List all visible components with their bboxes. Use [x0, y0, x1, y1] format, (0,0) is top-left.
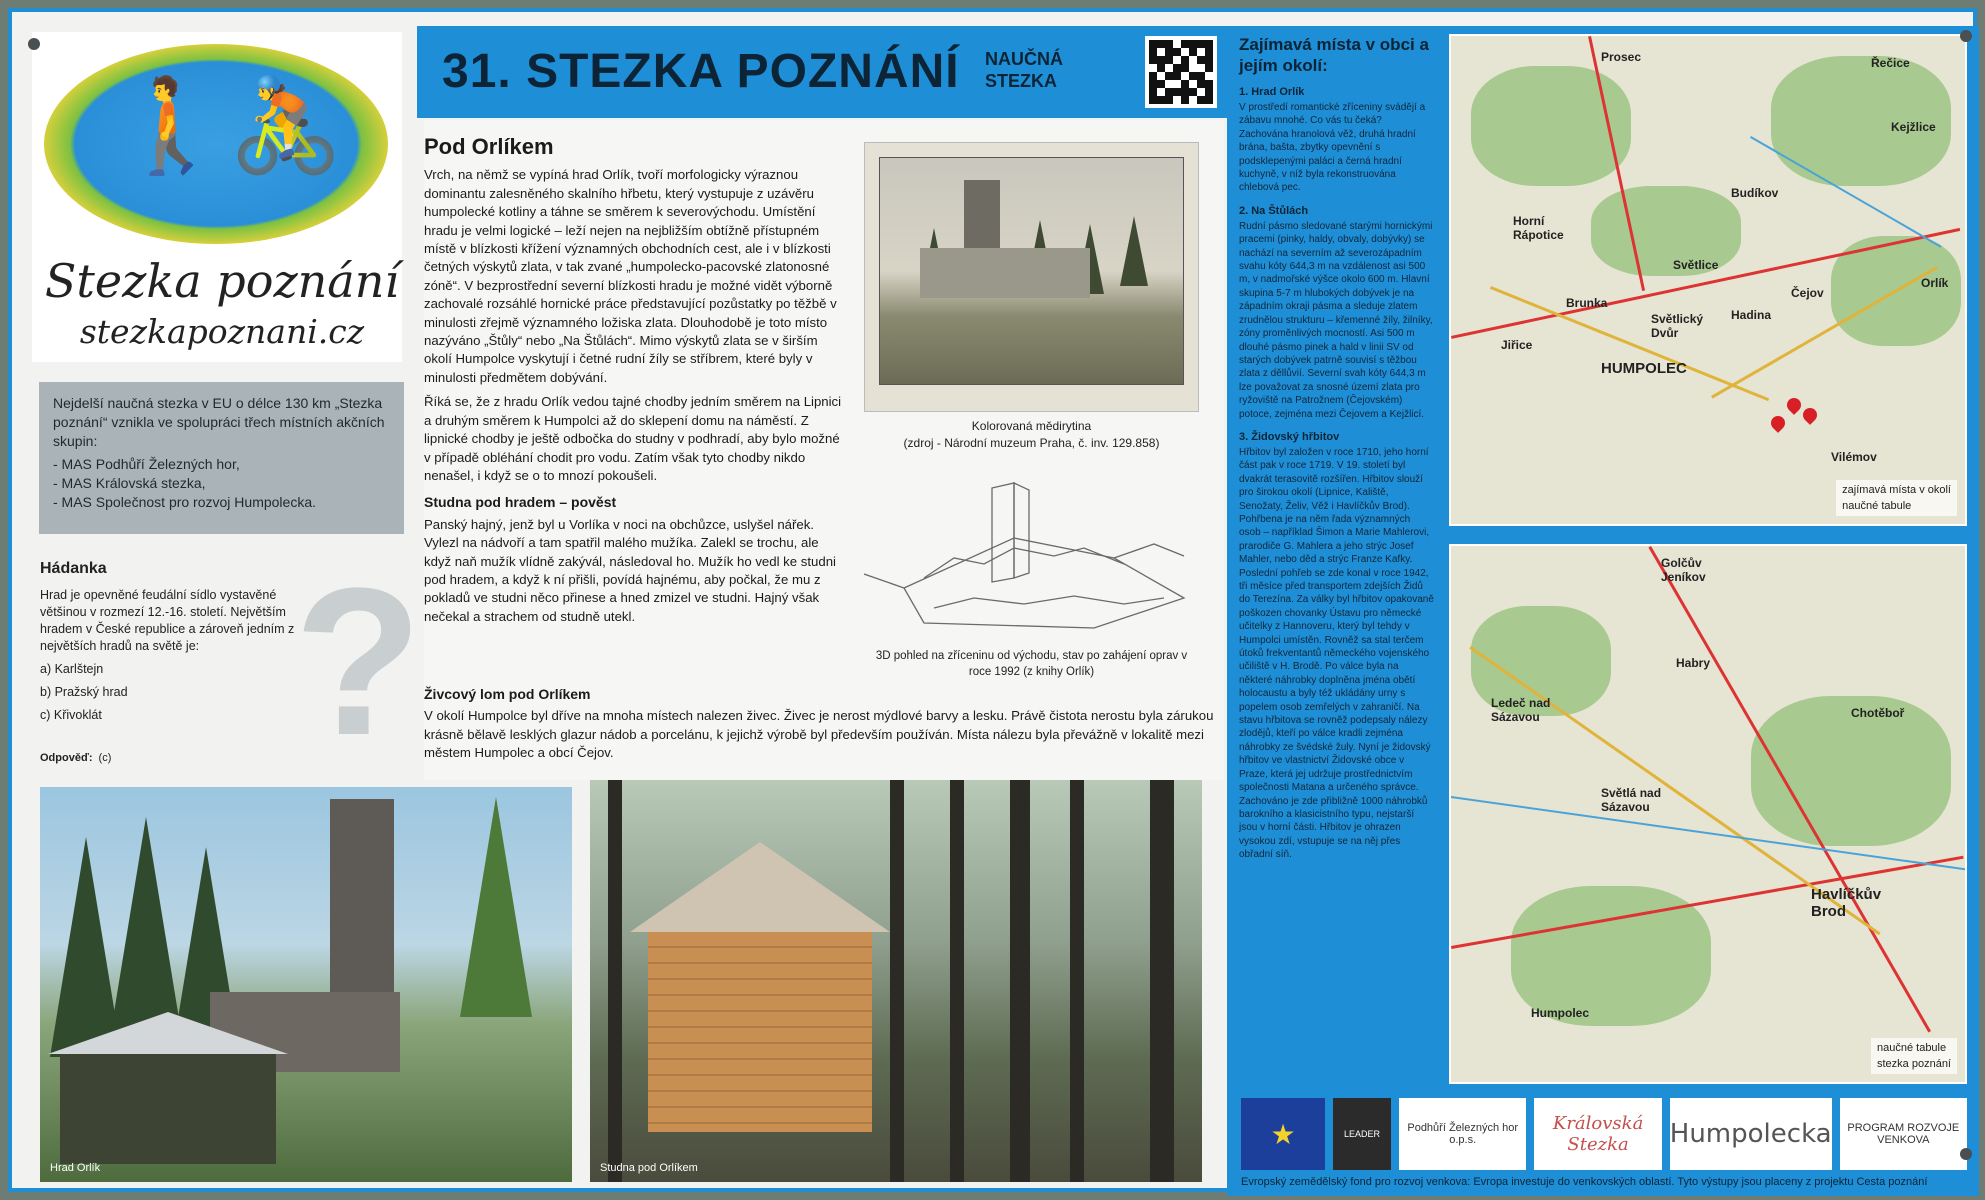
legend-boards: naučné tabule	[1877, 1042, 1947, 1054]
map-town: Hadina	[1731, 308, 1772, 322]
intro-list	[53, 455, 390, 512]
legend-heading: Studna pod hradem – pověst	[424, 494, 617, 511]
tree-trunk-shape	[1010, 780, 1030, 1182]
riddle-option: a) Karlštejn	[40, 662, 104, 676]
castle-sketch	[864, 478, 1199, 638]
well-roof-shape	[630, 842, 890, 932]
answer-label: Odpověď:	[40, 752, 93, 764]
place-text: Hřbitov byl založen v roce 1710, jeho horní část pak v roce 1719. V 19. století byl dvakrát terasovitě rozšířen. Hřbitov slouží pro širokou okolí (Lipnice, Kaliště, Senožaty, Želiv, Věž i Havlíčkův Brod). Pohřbena je na něm řada významných osob – například Šimon a Marie Mahlerovi, prarodiče G. Mahlera a jeho strýc Josef Mahler, nebo děd a strýc Franze Kafky. Poslední pohřeb se zde konal v roce 1942, tři měsíce před transportem zdejších Židů do Terezína. Za války byl hřbitov opakovaně poškozen chovanky Ústavu pro německé učitelky z Hannoveru, který byl tehdy v Humpolci umístěn. Rovněž sa stal terčem útoků frekventantů německého vojenského učiliště v H. Brodě. Po válce byla na některé náhrobky doplněna jména obětí holocaustu a byly též ukládány urny s popelem osob zemřelých v zahraničí. Na stavu hřbitova se rovněž podepsaly nálezy zlodějů, kteří po válce kradli zejména náhrobky ze švédské žuly. Nyní je židovský hřbitov ve vlastnictví Židovské obce v Praze, která jej udržuje prostřednictvím společnosti Matana a určeného správce. Zachováno je zde přibližně 1000 náhrobků barokního a klasicistního typu, nejstarší jsou v horní části. Hřbitov je ohrazen vysokou zdí, vstupuje se na něj přes obřadní síň.	[1239, 446, 1434, 861]
riddle-heading: Hádanka	[40, 560, 107, 577]
place-title: 1. Hrad Orlík	[1239, 86, 1305, 98]
map-town: Golčův Jeníkov	[1661, 556, 1706, 584]
article-paragraph: Říká se, že z hradu Orlík vedou tajné chodby jedním směrem na Lipnici a druhým směrem k Humpolci až do sklepení domu na náměstí. Z lipnické chodby je ještě odbočka do studny v podhradí, aby bylo možné v případě obléhání chodit pro vodu. Zatím však tyto chodby nikdo nenašel, i když se o to mnozí pokoušeli.	[424, 394, 842, 483]
info-board	[8, 8, 1977, 1192]
tree-trunk-shape	[1150, 780, 1174, 1182]
riddle-options	[40, 661, 310, 724]
well-gazebo-shape	[648, 932, 872, 1132]
map-pin-icon	[1800, 405, 1820, 425]
tree-trunk-shape	[950, 780, 964, 1182]
tree-trunk-shape	[1070, 780, 1084, 1182]
map-town: Čejov	[1791, 286, 1824, 300]
places-heading: Zajímavá místa v obci a jejím okolí:	[1239, 35, 1429, 75]
qr-code-icon	[1145, 36, 1217, 108]
rural-program-logo: PROGRAM ROZVOJE VENKOVA	[1840, 1098, 1967, 1170]
legend-trail: stezka poznání	[1877, 1058, 1951, 1070]
engraving-caption-title: Kolorovaná mědirytina	[971, 419, 1092, 433]
castle-photo	[40, 787, 572, 1182]
leader-logo: LEADER	[1333, 1098, 1391, 1170]
map-pin-icon	[1768, 413, 1788, 433]
map-town: Světlice	[1673, 258, 1719, 272]
intro-item: - MAS Královská stezka,	[53, 475, 206, 491]
map-town: Brunka	[1566, 296, 1608, 310]
right-panel	[1227, 26, 1979, 1196]
map-legend	[1836, 480, 1957, 516]
intro-item: - MAS Podhůří Železných hor,	[53, 456, 240, 472]
shelter-shape	[60, 1054, 276, 1164]
engraving-caption	[864, 418, 1199, 452]
engraving-picture	[879, 157, 1184, 385]
hiker-cyclist-icon: 🚶🚴	[114, 72, 344, 179]
article-column	[424, 134, 849, 632]
map-town: Řečice	[1871, 56, 1910, 70]
legend-places: zajímavá místa v okolí	[1842, 484, 1951, 496]
map-town: Jiřice	[1501, 338, 1533, 352]
place-text: Rudní pásmo sledované starými hornickými pracemi (pinky, haldy, obvaly, dobývky) se nachází na severním až severozápadním svahu kóty 644,3 m na vzdálenost asi 500 m, v nadmořské výšce okolo 600 m. Hlavní skupina 5-7 m hlubokých dobývek je na západním okraji pásma a sleduje zlatem zrudnělou strukturu – křemenné žíly, žilníky, zóny proměnlivých mocností. Asi 500 m dlouhé pásmo pinek a hald v linii SV od starých dobývek patrně souvisí s těžbou zlata z děllůvií. Severní svah kóty 644,3 m lze považovat za snosné území zlata pro ryžoviště na Patrožnem (Čejovském) potoce, zejména mezi Čejovem a Kejžlicí.	[1239, 220, 1433, 420]
tree-trunk-shape	[608, 780, 622, 1182]
partner-logos	[1241, 1098, 1967, 1170]
map-town: Havlíčkův Brod	[1811, 886, 1882, 920]
place-item	[1239, 431, 1434, 862]
article-area	[424, 120, 1224, 780]
map-town: Prosec	[1601, 50, 1642, 64]
quarry-heading: Živcový lom pod Orlíkem	[424, 686, 591, 702]
legend-paragraph: Panský hajný, jenž byl u Vorlíka v noci na obchůzce, uslyšel nářek. Vylezl na nádvoří a tam spatřil malého mužíka. Zalekl se trochu, ale když naň mužík vlídně zakývál, následoval ho. Mužík ho vedl ke studni pod hradem, a když k ní přišli, povídá hajnému, aby počkal, že mu z pokladů ve studni něco přinese a hned zmizel ve studni. Hajný však nečekal a strachem od studně utekl.	[424, 516, 836, 624]
castle-ruin-shape	[920, 248, 1090, 298]
eu-flag-icon: ★	[1241, 1098, 1325, 1170]
article-paragraph: Vrch, na němž se vypíná hrad Orlík, tvoří morfologicky výraznou dominantu zalesněného skalního hřbetu, který vystupuje z uzávěru humpolecké kotliny a táhne se směrem k severovýchodu. Umístění hradu je velmi logické – leží nejen na nejbližším obtížně přístupném místě v blízkosti křížení významných obchodních cest, ale i v blízkosti četných výskytů zlata, v tak zvané „humpolecko-pacovské zlatonosné zóně“. V bezprostřední severní blízkosti hradu je možné vidět výborně zachovalé rozsáhlé hornické práce představující pozůstatky po těžbě v minulosti zřejmě významného ložiska zlata. Dlouhodobě je toto místo nazýváno „Štůly“ nebo „Na Štůlách“. Mimo výskytů zlata se v širším okolí Humpolce vyskytují i četné rudní žíly se stříbrem, které byly v minulosti předmětem dobývání.	[424, 167, 837, 385]
photo-caption: Hrad Orlík	[50, 1162, 101, 1174]
tree-shape	[1120, 216, 1148, 286]
map-town: Humpolec	[1531, 1006, 1590, 1020]
place-text: V prostředí romantické zříceniny svádějí a zábavu mnohé. Co vás tu čeká? Zachována hranolová věž, druhá hradní brána, bašta, zbytky opevnění s podsklepenými paláci a černá hradní kuchyně, v níž byla rekonstruována chlebová pec.	[1239, 102, 1426, 194]
sketch-caption: 3D pohled na zříceninu od východu, stav po zahájení oprav v roce 1992 (z knihy Orlík)	[875, 650, 1188, 678]
shelter-roof-shape	[48, 1012, 288, 1054]
map-town: HUMPOLEC	[1601, 360, 1687, 377]
map-town: Světlický Dvůr	[1651, 312, 1704, 340]
tree-shape	[460, 797, 532, 1017]
map-town: Chotěboř	[1851, 706, 1905, 720]
map-town: Kejžlice	[1891, 120, 1936, 134]
board-header	[417, 26, 1227, 118]
riddle-text: Hrad je opevněné feudální sídlo vystavěné většinou v rozmezí 12.-16. století. Největším hradem v České republice a zároveň jedním z největších hradů na světě je:	[40, 588, 295, 653]
logo-title: Stezka poznání	[44, 254, 400, 308]
riddle-option: c) Křivoklát	[40, 708, 102, 722]
quarry-section	[424, 685, 1214, 763]
place-item	[1239, 205, 1434, 421]
quarry-paragraph: V okolí Humpolce byl dříve na mnoha místech nalezen živec. Živec je nerost mýdlové barvy a lesku. Právě čistota nerostu byla zárukou krásně bělavě lesklých glazur nádob a porcelánu, k jejichž výrobě byl především používán. Místa nálezu byla převážně v lokalitě mezi městem Humpolec a obcí Čejov.	[424, 708, 1214, 761]
riddle-section	[40, 560, 310, 730]
screw-icon	[28, 38, 40, 50]
article-heading: Pod Orlíkem	[424, 134, 554, 159]
intro-text: Nejdelší naučná stezka v EU o délce 130 km „Stezka poznání“ vznikla ve spolupráci třech místních akčních skupin:	[53, 395, 385, 449]
riddle-option: b) Pražský hrad	[40, 685, 128, 699]
map-legend	[1871, 1038, 1957, 1074]
intro-panel	[39, 382, 404, 534]
forest-area	[1591, 186, 1741, 276]
map-town: Horní Rápotice	[1513, 214, 1564, 242]
place-title: 3. Židovský hřbitov	[1239, 430, 1340, 443]
map-town: Orlík	[1921, 276, 1949, 290]
intro-item: - MAS Společnost pro rozvoj Humpolecka.	[53, 494, 316, 510]
screw-icon	[1960, 1148, 1972, 1160]
well-photo	[590, 780, 1202, 1182]
map-pin-icon	[1784, 395, 1804, 415]
kralovska-stezka-logo: Královská Stezka	[1534, 1098, 1661, 1170]
place-item	[1239, 86, 1434, 195]
screw-icon	[1960, 30, 1972, 42]
map-town: Budíkov	[1731, 186, 1779, 200]
map-town: Habry	[1676, 656, 1711, 670]
place-title: 2. Na Štůlách	[1239, 204, 1309, 217]
footer-text: Evropský zemědělský fond pro rozvoj venkova: Evropa investuje do venkovských oblastí. Tyto výstupy jsou placeny z projektu Cesta poznání	[1241, 1176, 1928, 1188]
board-subtitle: NAUČNÁ STEZKA	[985, 49, 1063, 91]
legend-boards: naučné tabule	[1842, 500, 1912, 512]
map-town: Světlá nad Sázavou	[1601, 786, 1662, 814]
engraving-image	[864, 142, 1199, 412]
places-column	[1239, 34, 1434, 872]
answer-value: (c)	[98, 752, 112, 764]
riddle-answer	[40, 752, 111, 764]
logo-url: stezkapoznani.cz	[79, 312, 365, 351]
region-map	[1449, 544, 1967, 1084]
engraving-caption-source: (zdroj - Národní muzeum Praha, č. inv. 129.858)	[903, 436, 1160, 450]
humpolecka-logo: Humpolecka	[1670, 1098, 1832, 1170]
podhuri-logo: Podhůří Železných hor o.p.s.	[1399, 1098, 1526, 1170]
photo-caption: Studna pod Orlíkem	[600, 1162, 698, 1174]
board-title: 31. STEZKA POZNÁNÍ	[442, 45, 960, 98]
trail-logo	[32, 32, 402, 362]
map-town: Vilémov	[1831, 450, 1877, 464]
local-map	[1449, 34, 1967, 526]
tree-trunk-shape	[890, 780, 904, 1182]
question-mark-icon: ?	[294, 544, 423, 779]
map-town: Ledeč nad Sázavou	[1491, 696, 1551, 724]
